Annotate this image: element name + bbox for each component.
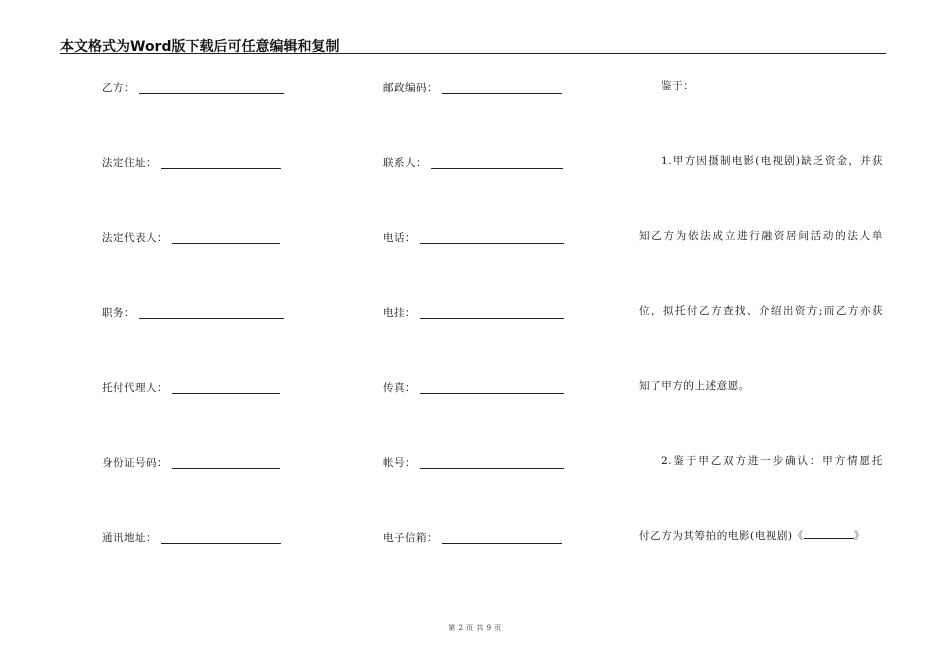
field-telephone [383,230,564,244]
document-header-title: 本文格式为Word版下载后可任意编辑和复制 [60,39,340,55]
field-label: 电子信箱： [383,532,438,544]
fill-blank [420,383,564,394]
paragraph-line: 1.甲方因摄制电影(电视剧)缺乏资金，并获 [661,155,883,167]
fill-blank [139,83,284,94]
paragraph-line [639,529,883,543]
fill-blank [420,233,564,244]
field-mailing-address [102,530,281,544]
field-telegraph [383,305,564,319]
paragraph-line: 位，拟托付乙方查找、介绍出资方;而乙方亦获 [639,305,883,317]
field-label: 电话： [383,232,416,244]
paragraph-line: 知了甲方的上述意愿。 [639,380,750,392]
field-party-b [102,80,284,94]
party-b-fields [102,0,292,672]
field-label: 法定住址： [102,157,157,169]
fill-blank [420,458,564,469]
field-label: 托付代理人： [102,382,168,394]
fill-blank [442,83,562,94]
field-label: 通讯地址： [102,532,157,544]
field-label: 乙方： [102,82,135,94]
fill-blank [420,308,564,319]
field-label: 职务： [102,307,135,319]
field-legal-address [102,155,281,169]
fill-blank [161,533,281,544]
field-label: 邮政编码： [383,82,438,94]
field-label: 传真： [383,382,416,394]
field-account-number [383,455,564,469]
page-number: 第 2 页 共 9 页 [448,624,502,632]
fill-blank [172,458,280,469]
field-label: 帐号： [383,457,416,469]
field-email [383,530,562,544]
field-postal-code [383,80,562,94]
field-position [102,305,284,319]
fill-blank [172,233,280,244]
fill-blank [172,383,280,394]
field-id-number [102,455,280,469]
fill-blank [431,158,563,169]
field-authorized-agent [102,380,280,394]
paragraph-text: 》 [853,530,865,542]
contact-fields [383,0,573,672]
recitals-heading: 鉴于： [661,80,695,92]
paragraph-text: 付乙方为其筹拍的电影(电视剧)《 [639,530,804,542]
field-fax [383,380,564,394]
field-label: 联系人： [383,157,427,169]
field-legal-representative [102,230,280,244]
title-fill-blank [804,529,854,539]
paragraph-line: 2.鉴于甲乙双方进一步确认：甲方情愿托 [661,455,883,467]
paragraph-line: 知乙方为依法成立进行融资居间活动的法人单 [639,230,883,242]
field-label: 电挂： [383,307,416,319]
field-label: 法定代表人： [102,232,168,244]
fill-blank [442,533,562,544]
field-label: 身份证号码： [102,457,168,469]
fill-blank [139,308,284,319]
field-contact-person [383,155,563,169]
fill-blank [161,158,281,169]
